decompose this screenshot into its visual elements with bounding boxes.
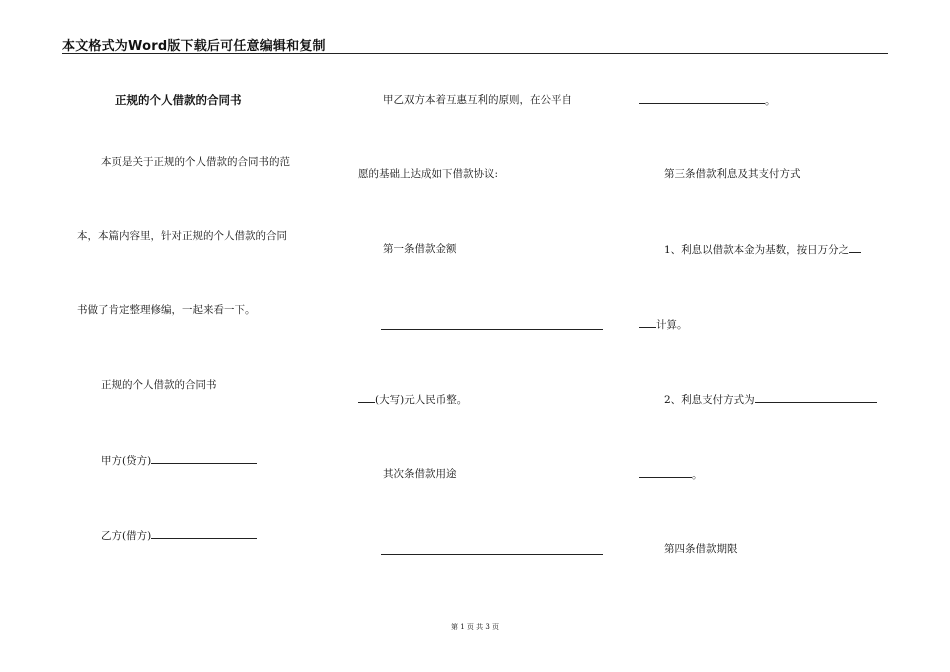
party-a-blank bbox=[151, 453, 257, 464]
payment-method-cont-blank bbox=[639, 467, 692, 478]
interest-cont-text: 计算。 bbox=[656, 319, 688, 331]
interest-item-1-text: 1、利息以借款本金为基数，按日万分之 bbox=[664, 244, 850, 256]
party-b-label: 乙方(借方) bbox=[101, 530, 152, 542]
col3-top-blank bbox=[639, 93, 765, 104]
amount-short-blank bbox=[358, 392, 375, 403]
document-header-title: 本文格式为Word版下载后可任意编辑和复制 bbox=[62, 39, 326, 54]
amount-blank-line bbox=[381, 329, 603, 330]
party-b-field bbox=[101, 528, 257, 543]
interest-rate-blank bbox=[849, 242, 861, 253]
article-1-heading: 第一条借款金额 bbox=[383, 243, 457, 255]
interest-item-2-text: 2、利息支付方式为 bbox=[664, 394, 755, 406]
amount-field bbox=[358, 392, 467, 407]
document-title: 正规的个人借款的合同书 bbox=[115, 93, 242, 107]
intro-line-1: 本页是关于正规的个人借款的合同书的范 bbox=[101, 156, 290, 168]
party-a-label: 甲方(贷方) bbox=[101, 455, 152, 467]
payment-method-blank bbox=[755, 392, 877, 403]
interest-item-1 bbox=[664, 242, 861, 257]
contract-subtitle: 正规的个人借款的合同书 bbox=[101, 379, 217, 391]
purpose-blank-line bbox=[381, 554, 603, 555]
interest-cont-blank bbox=[639, 317, 656, 328]
agreement-line-2: 愿的基础上达成如下借款协议: bbox=[358, 168, 499, 180]
col3-top-end-mark: 。 bbox=[765, 95, 776, 107]
party-b-blank bbox=[151, 528, 257, 539]
interest-item-2 bbox=[664, 392, 877, 407]
payment-method-cont bbox=[639, 467, 703, 482]
page-number: 第 1 页 共 3 页 bbox=[450, 623, 500, 631]
article-3-heading: 第三条借款利息及其支付方式 bbox=[664, 168, 801, 180]
amount-suffix: (大写)元人民币整。 bbox=[375, 394, 468, 406]
header-rule bbox=[62, 53, 888, 54]
agreement-line-1: 甲乙双方本着互惠互利的原则，在公平自 bbox=[383, 94, 572, 106]
intro-line-3: 书做了肯定整理修编，一起来看一下。 bbox=[77, 304, 256, 316]
article-4-heading: 第四条借款期限 bbox=[664, 543, 738, 555]
intro-line-2: 本，本篇内容里，针对正规的个人借款的合同 bbox=[77, 230, 287, 242]
col3-top-field bbox=[639, 93, 776, 108]
article-2-heading: 其次条借款用途 bbox=[383, 468, 457, 480]
payment-method-end: 。 bbox=[692, 469, 703, 481]
party-a-field bbox=[101, 453, 257, 468]
interest-item-1-cont bbox=[639, 317, 688, 332]
